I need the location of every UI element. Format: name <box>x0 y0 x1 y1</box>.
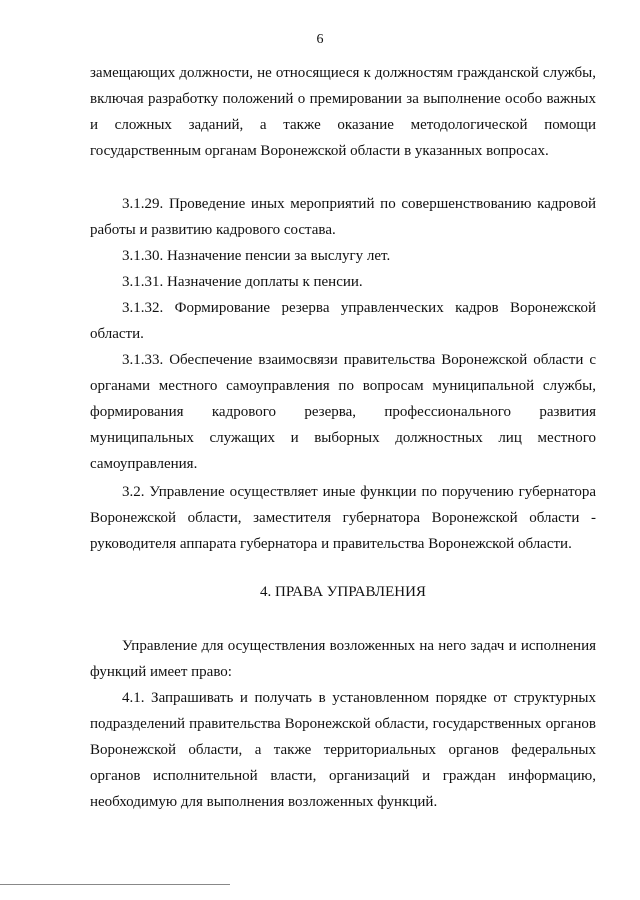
section-heading: 4. ПРАВА УПРАВЛЕНИЯ <box>260 584 426 600</box>
paragraph-3-1-29: 3.1.29. Проведение иных мероприятий по совершенствованию кадровой работы и развитию кадрового состава. <box>90 196 596 238</box>
paragraph-3-1-33: 3.1.33. Обеспечение взаимосвязи правительства Воронежской области с органами местного самоуправления по вопросам муниципальной службы, формирования кадрового резерва, профессионального развития муниципальных служащих и выборных должностных лиц местного самоуправления. <box>90 352 596 472</box>
paragraph-3-1-31: 3.1.31. Назначение доплаты к пенсии. <box>122 274 363 290</box>
page-number: 6 <box>316 32 324 47</box>
paragraph-3-2: 3.2. Управление осуществляет иные функции по поручению губернатора Воронежской области, заместителя губернатора Воронежской области - руководителя аппарата губернатора и правительства Воронежской области. <box>90 484 596 552</box>
paragraph-rights-intro: Управление для осуществления возложенных на него задач и исполнения функций имеет право: <box>90 638 596 680</box>
paragraph-4-1: 4.1. Запрашивать и получать в установленном порядке от структурных подразделений правительства Воронежской области, государственных органов Воронежской области, а также территориальных органов федеральных органов исполнительной власти, организаций и граждан информацию, необходимую для выполнения возложенных функций. <box>90 690 596 810</box>
paragraph-3-1-30: 3.1.30. Назначение пенсии за выслугу лет. <box>122 248 391 264</box>
paragraph-3-1-32: 3.1.32. Формирование резерва управленческих кадров Воронежской области. <box>90 300 596 342</box>
footer-rule <box>0 884 230 885</box>
paragraph-continuation: замещающих должности, не относящиеся к должностям гражданской службы, включая разработку положений о премировании за выполнение особо важных и сложных заданий, а также оказание методологической помощи государственным органам Воронежской области в указанных вопросах. <box>90 65 596 159</box>
